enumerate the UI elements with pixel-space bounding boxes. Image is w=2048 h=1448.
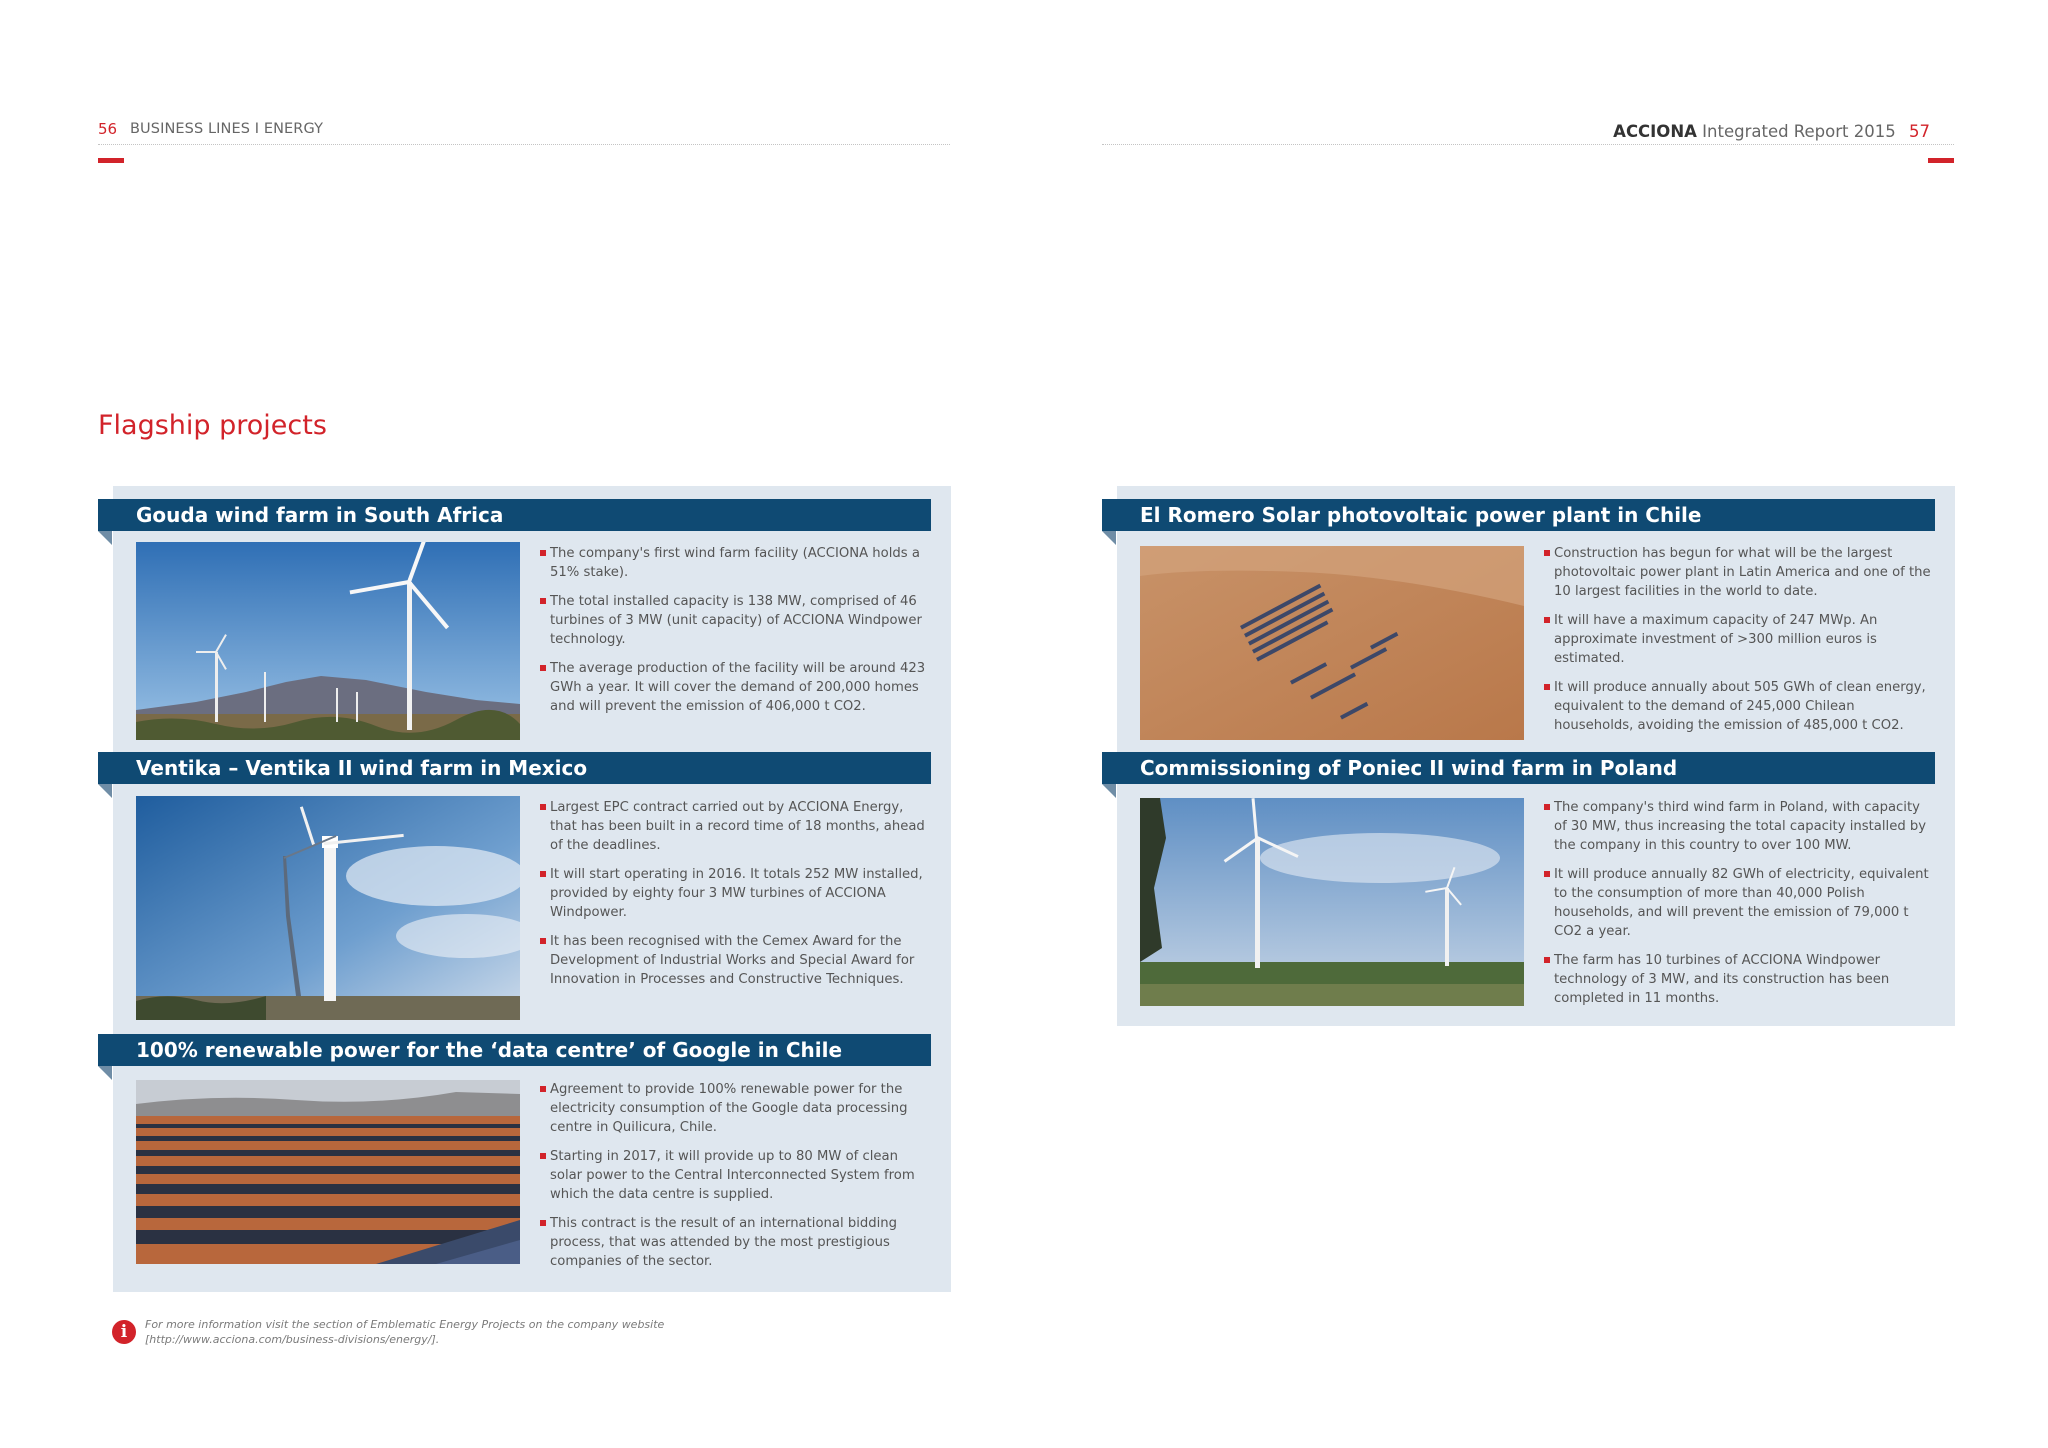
el-romero-bullet: It will produce annually about 505 GWh of clean energy, equivalent to the demand of 245,000 Chilean households, avoiding the emission of 485,000 t CO2. [1544,678,1934,735]
project-title-ventika: Ventika – Ventika II wind farm in Mexico [98,752,931,784]
gouda-bullet: The company's first wind farm facility (ACCIONA holds a 51% stake). [540,544,930,582]
poniec-bullet: The farm has 10 turbines of ACCIONA Windpower technology of 3 MW, and its construction has been completed in 11 months. [1544,951,1934,1008]
ventika-bullet: It will start operating in 2016. It totals 252 MW installed, provided by eighty four 3 MW turbines of ACCIONA Windpower. [540,865,930,922]
right-red-tick [1928,158,1954,163]
google-bullet: This contract is the result of an international bidding process, that was attended by the most prestigious companies of the sector. [540,1214,930,1271]
band-corner [1102,784,1116,798]
ventika-bullet-list [540,798,930,999]
poniec-bullet: It will produce annually 82 GWh of electricity, equivalent to the consumption of more than 40,000 Polish households, and will prevent the emission of 79,000 t CO2 a year. [1544,865,1934,941]
right-header-rule [1102,144,1954,145]
left-red-tick [98,158,124,163]
report-title [1613,122,1930,141]
right-page-number: 57 [1909,122,1930,141]
poniec-bullet: The company's third wind farm in Poland, with capacity of 30 MW, thus increasing the total capacity installed by the company in this country to over 100 MW. [1544,798,1934,855]
info-icon: i [112,1320,136,1344]
left-section-title: BUSINESS LINES I ENERGY [130,121,324,137]
ventika-bullet: It has been recognised with the Cemex Award for the Development of Industrial Works and Special Award for Innovation in Processes and Constructive Techniques. [540,932,930,989]
ventika-bullet: Largest EPC contract carried out by ACCIONA Energy, that has been built in a record time of 18 months, ahead of the deadlines. [540,798,930,855]
band-corner [98,1066,112,1080]
project-title-gouda: Gouda wind farm in South Africa [98,499,931,531]
project-title-poniec: Commissioning of Poniec II wind farm in Poland [1102,752,1935,784]
google-bullet: Starting in 2017, it will provide up to 80 MW of clean solar power to the Central Interconnected System from which the data centre is supplied. [540,1147,930,1204]
el-romero-bullet-list [1544,544,1934,745]
el-romero-bullet: Construction has begun for what will be the largest photovoltaic power plant in Latin America and one of the 10 largest facilities in the world to date. [1544,544,1934,601]
left-header-rule [98,144,950,145]
report-name: Integrated Report 2015 [1702,122,1896,141]
report-brand: ACCIONA [1613,122,1697,141]
gouda-wind-farm-photo [136,542,520,740]
project-title-el-romero: El Romero Solar photovoltaic power plant in Chile [1102,499,1935,531]
gouda-bullet-list [540,544,930,726]
band-corner [1102,531,1116,545]
poniec-bullet-list [1544,798,1934,1018]
el-romero-bullet: It will have a maximum capacity of 247 MWp. An approximate investment of >300 million euros is estimated. [1544,611,1934,668]
footnote-line-1: For more information visit the section of Emblematic Energy Projects on the company website [145,1318,665,1331]
google-solar-photo [136,1080,520,1264]
footnote [145,1317,665,1347]
section-title: Flagship projects [98,410,327,441]
poniec-wind-farm-photo [1140,798,1524,1006]
gouda-bullet: The total installed capacity is 138 MW, comprised of 46 turbines of 3 MW (unit capacity) of ACCIONA Windpower technology. [540,592,930,649]
band-corner [98,784,112,798]
el-romero-solar-photo [1140,546,1524,740]
google-bullet-list [540,1080,930,1281]
ventika-wind-farm-photo [136,796,520,1020]
footnote-link[interactable]: [http://www.acciona.com/business-divisions/energy/]. [145,1333,440,1346]
band-corner [98,531,112,545]
project-title-google: 100% renewable power for the ‘data centre’ of Google in Chile [98,1034,931,1066]
google-bullet: Agreement to provide 100% renewable power for the electricity consumption of the Google data processing centre in Quilicura, Chile. [540,1080,930,1137]
left-page-number: 56 [98,120,118,138]
gouda-bullet: The average production of the facility will be around 423 GWh a year. It will cover the demand of 200,000 homes and will prevent the emission of 406,000 t CO2. [540,659,930,716]
